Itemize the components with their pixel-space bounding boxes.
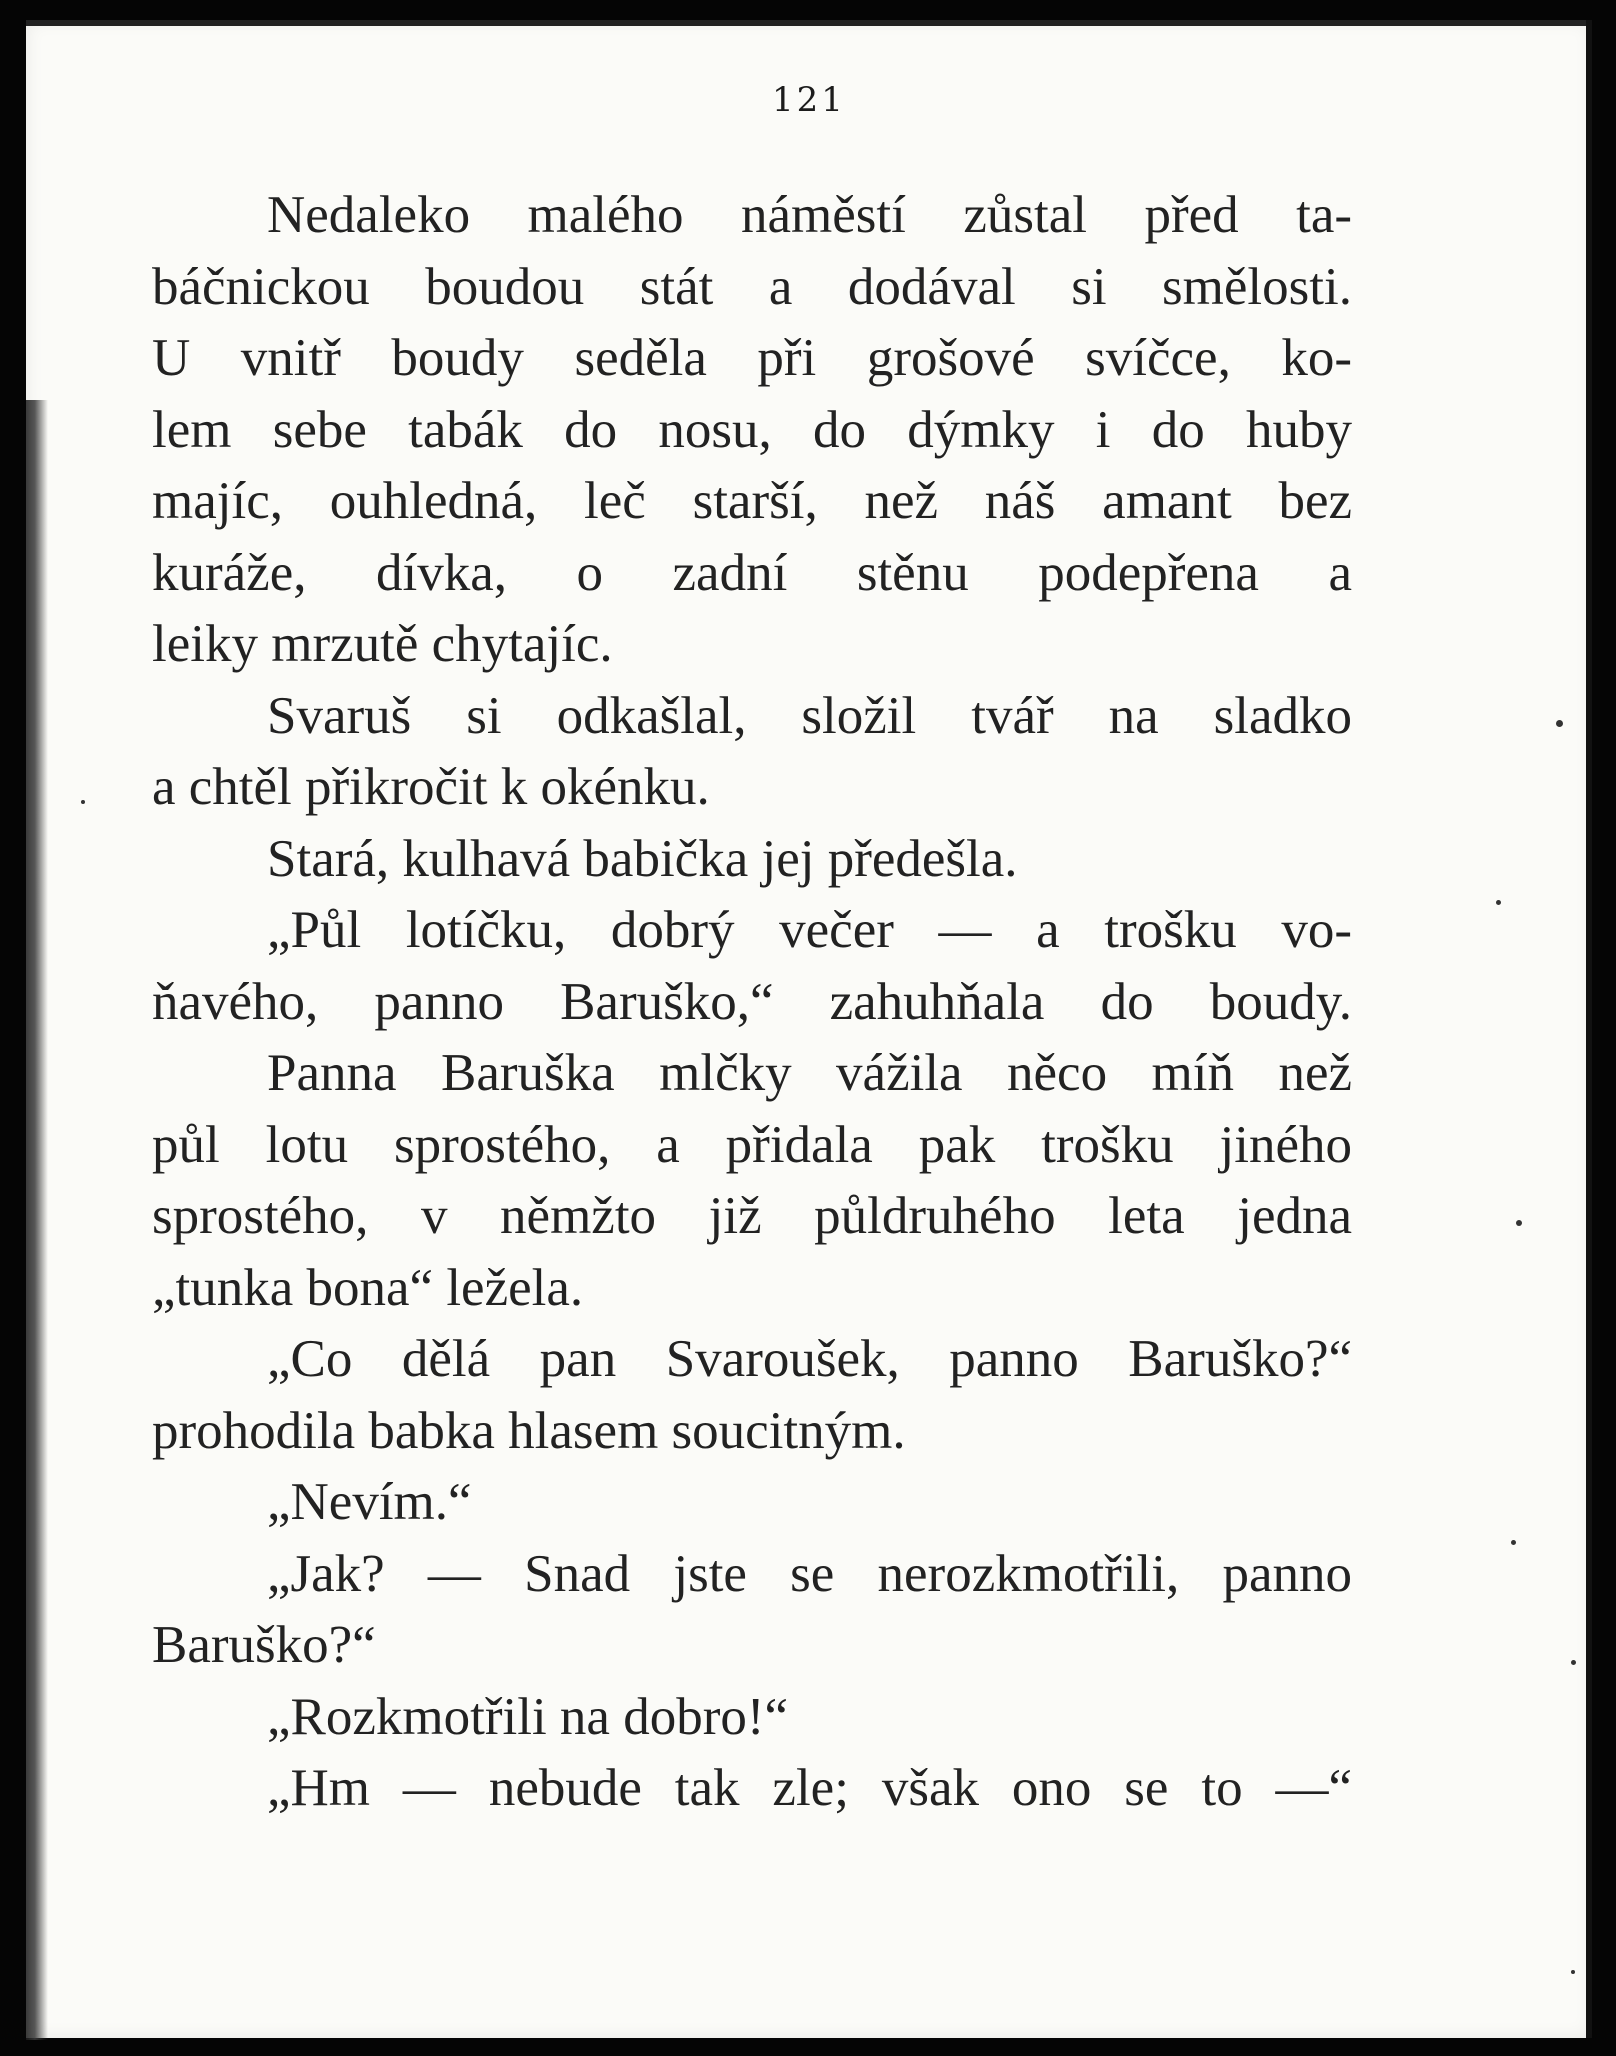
text-line: „Půl lotíčku, dobrý večer — a trošku vo- [267, 901, 1352, 959]
text-line: Stará, kulhavá babička jej předešla. [267, 829, 1018, 888]
scan-speck [1511, 1540, 1516, 1545]
text-line: báčnickou boudou stát a dodával si smělosti. [152, 257, 1352, 316]
scan-speck [1556, 720, 1563, 727]
text-line: „Co dělá pan Svaroušek, panno Baruško?“ [267, 1330, 1352, 1388]
text-line: Svaruš si odkašlal, složil tvář na sladko [267, 686, 1352, 745]
text-line: „tunka bona“ ležela. [152, 1258, 584, 1317]
text-line: prohodila babka hlasem soucitným. [152, 1401, 906, 1460]
text-line: sprostého, v němžto již půldruhého leta jedna [152, 1187, 1352, 1245]
text-line: „Jak? — Snad jste se nerozkmotřili, panno [267, 1544, 1352, 1603]
text-line: a chtěl přikročit k okénku. [152, 758, 710, 816]
body-text [152, 180, 1352, 1825]
text-line: U vnitř boudy seděla při grošové svíčce, ko- [152, 329, 1352, 387]
text-line: leiky mrzutě chytajíc. [152, 615, 613, 673]
text-line: ňavého, panno Baruško,“ zahuhňala do boudy. [152, 972, 1352, 1031]
text-line: Panna Baruška mlčky vážila něco míň než [267, 1044, 1352, 1102]
text-line: kuráže, dívka, o zadní stěnu podepřena a [152, 543, 1352, 602]
right-edge [1586, 20, 1592, 2038]
book-page [26, 20, 1592, 2038]
scan-speck [1571, 1660, 1576, 1665]
scan-speck [1571, 1970, 1575, 1974]
text-line: lem sebe tabák do nosu, do dýmky i do huby [152, 400, 1352, 459]
top-edge [26, 20, 1592, 26]
text-line: majíc, ouhledná, leč starší, než náš amant bez [152, 472, 1352, 530]
scan-speck [1516, 1220, 1522, 1226]
text-line: Nedaleko malého náměstí zůstal před ta- [267, 186, 1352, 244]
page-number: 121 [772, 80, 846, 120]
text-line: „Hm — nebude tak zle; však ono se to —“ [267, 1759, 1352, 1817]
binding-shadow [26, 400, 48, 2040]
scan-speck [1496, 900, 1501, 905]
text-line: „Rozkmotřili na dobro!“ [267, 1687, 789, 1746]
scan-speck [81, 800, 85, 804]
text-line: půl lotu sprostého, a přidala pak trošku jiného [152, 1115, 1352, 1174]
text-line: „Nevím.“ [267, 1473, 472, 1531]
text-line: Baruško?“ [152, 1616, 376, 1674]
